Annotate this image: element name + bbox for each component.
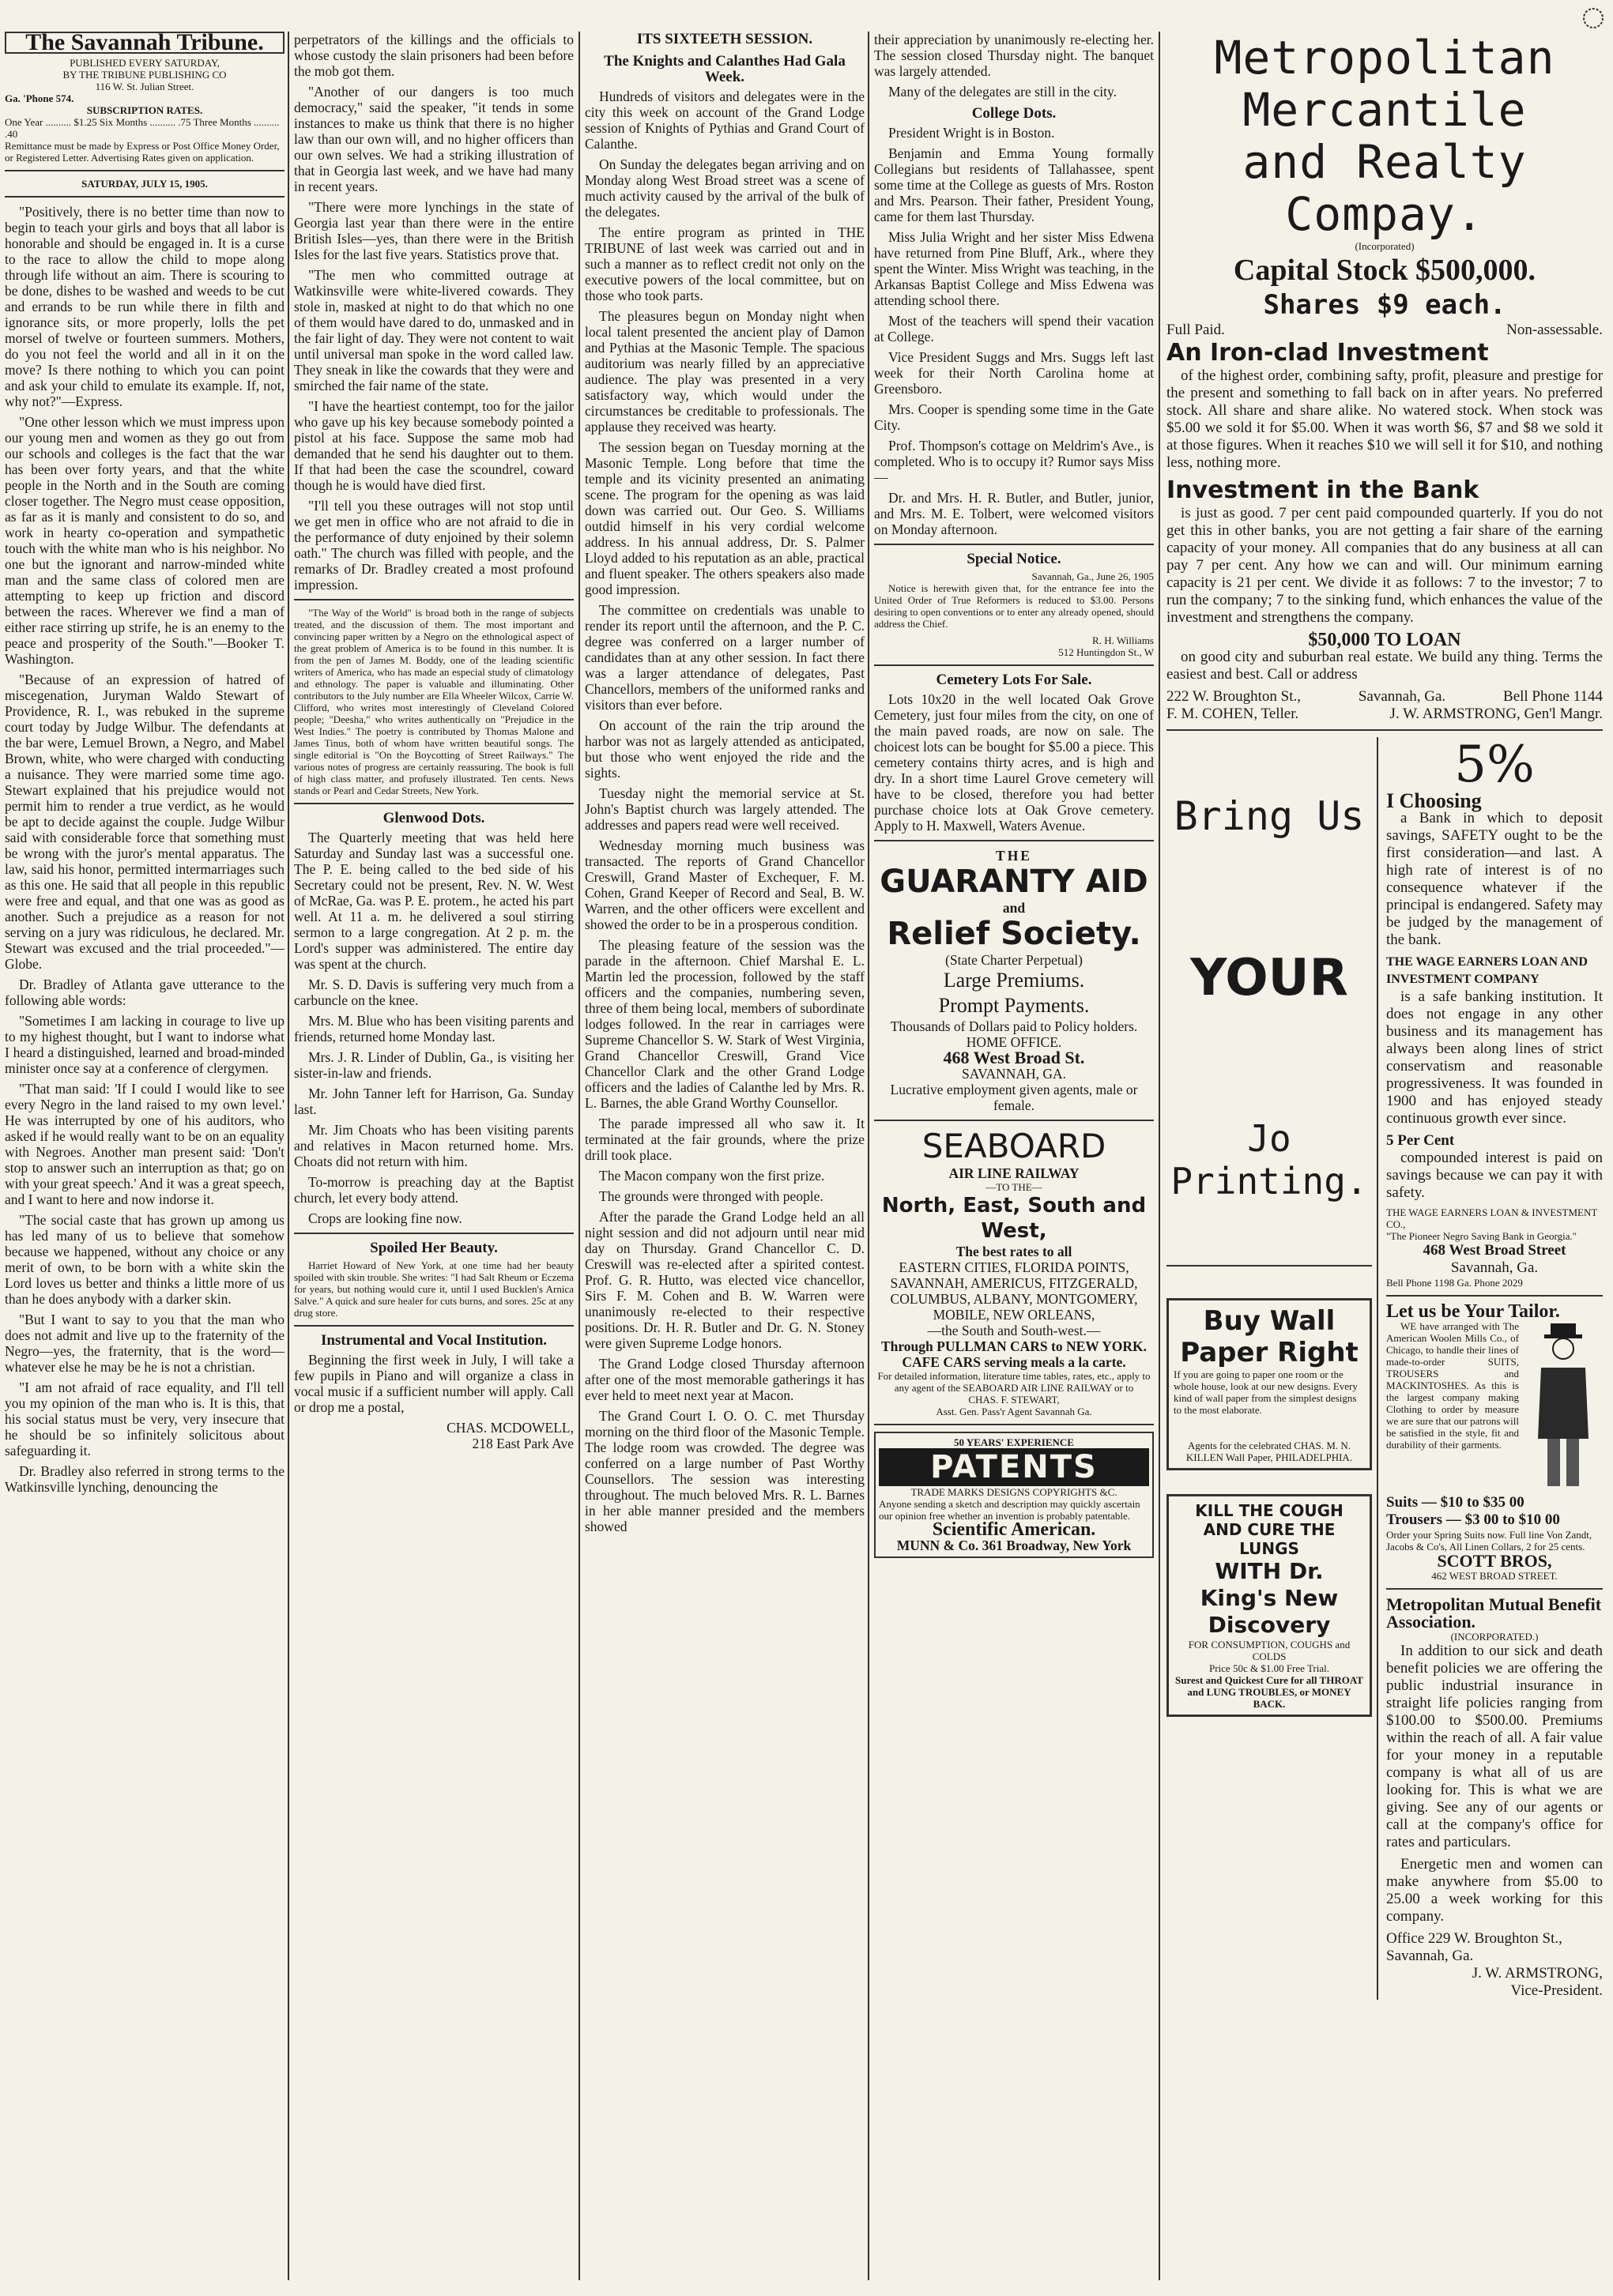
metropolitan-loan-heading: $50,000 TO LOAN — [1308, 630, 1461, 650]
wallpaper-body: If you are going to paper one room or the whole house, look at our new designs. Every kind of wall paper from the simplest designs to the most elaborate. — [1174, 1368, 1358, 1416]
mutual-body-2: Energetic men and women can make anywhere from $5.00 to 25.00 a week working for this company. — [1386, 1856, 1603, 1925]
article-paragraph: After the parade the Grand Lodge held an all night session and did not adjourn until near mid day on Thursday. Grand Chancellor C. D. Creswill was re-elected after a spirited contest. Prof. G. R. Hutto, was elected vice chancellor, Sirs F. M. Cohen and B. W. Warren were unanimously re-elected to their respective positions. Dr. H. R. Butler and Dr. G. N. Stoney were given Supreme Lodge honors. — [585, 1209, 865, 1351]
patents-company: MUNN & Co. 361 Broadway, New York — [896, 1538, 1132, 1553]
column-2 — [294, 32, 574, 2280]
metropolitan-address-row — [1166, 688, 1603, 706]
patents-publication: Scientific American. — [932, 1519, 1096, 1540]
metropolitan-capital: Capital Stock $500,000. — [1233, 254, 1536, 287]
guaranty-name: GUARANTY AID — [880, 864, 1148, 900]
article-paragraph: The parade impressed all who saw it. It terminated at the fair grounds, where the prize drill took place. — [585, 1116, 865, 1163]
article-paragraph: On Sunday the delegates began arriving and on Monday along West Broad street was a scene of much activity caused by the arrival of the bulk of the delegates. — [585, 156, 865, 220]
article-paragraph: Benjamin and Emma Young formally Collegians but residents of Tallahassee, spent some time at the College as guests of Mrs. Roston and Mrs. Pearson. Their father, President Young, came for them last Thursday. — [874, 145, 1154, 224]
seaboard-agent-title: Asst. Gen. Pass'r Agent Savannah Ga. — [936, 1406, 1092, 1417]
remittance-note: Remittance must be made by Express or Post Office Money Order, or Registered Letter. Advertising Rates given on application. — [5, 140, 280, 164]
wallpaper-heading: Buy Wall — [1203, 1305, 1336, 1337]
seaboard-through: Through PULLMAN CARS to NEW YORK. CAFE CARS serving meals a la carte. — [880, 1338, 1148, 1370]
gentleman-figure-icon — [1524, 1320, 1603, 1494]
dr-king-headline: KILL THE COUGH AND CURE THE LUNGS — [1195, 1501, 1344, 1558]
metropolitan-nonassessable: Non-assessable. — [1506, 322, 1603, 338]
printing-ad — [1166, 737, 1372, 1259]
article-paragraph: "I'll tell you these outrages will not stop until we get men in office who are not afraid to die in the performance of duty enjoined by their solemn oath." The church was filled with people, and the remarks of Dr. Bradley created a most profound impression. — [294, 498, 574, 593]
mutual-heading: Metropolitan Mutual Benefit Association. — [1386, 1594, 1602, 1632]
metropolitan-officers-row — [1166, 706, 1603, 723]
scott-bros: SCOTT BROS, — [1437, 1551, 1552, 1571]
wage-earners-heading: THE WAGE EARNERS LOAN AND INVESTMENT COMPANY — [1386, 955, 1588, 986]
article-paragraph: Mr. S. D. Davis is suffering very much from a carbuncle on the knee. — [294, 977, 574, 1008]
mutual-body: In addition to our sick and death benefit policies we are offering the public industrial insurance in straight life policies ranging from $100.00 to $500.00. Premiums within the reach of all. A fair value for your money in a reputable company is what all of us are looking for. This is what we are giving. See any of our agents or call at the company's office for rates and particulars. — [1386, 1643, 1603, 1850]
metropolitan-title: Metropolitan Mercantile — [1214, 32, 1555, 137]
article-paragraph: Crops are looking fine now. — [308, 1210, 462, 1226]
divider — [294, 803, 574, 804]
patents-name: PATENTS — [879, 1448, 1149, 1486]
article-paragraph: The Grand Court I. O. O. C. met Thursday morning on the third floor of the Masonic Temple. The lodge room was crowded. The degree was conferred on a large number of Past Worthy Counsellors. The session was interesting throughout. The much beloved Mrs. R. L. Barnes in her able manner presided and the members showed — [585, 1408, 865, 1534]
article-paragraph: Many of the delegates are still in the city. — [888, 84, 1117, 100]
article-paragraph: Mr. Jim Choats who has been visiting parents and relatives in Macon returned home. Mrs. Choats did not return with him. — [294, 1122, 574, 1169]
college-heading: College Dots. — [971, 105, 1057, 122]
article-paragraph: The entire program as printed in THE TRIBUNE of last week was carried out and in such a manner as to reflect credit not only on the executive powers of the local committee, but on those who took parts. — [585, 224, 865, 303]
article-paragraph: their appreciation by unanimously re-electing her. The session closed Thursday night. The banquet was largely attended. — [874, 32, 1154, 79]
divider — [874, 664, 1154, 666]
divider — [294, 599, 574, 600]
wage-earners-body: is a safe banking institution. It does not engage in any other business and its management has always been along lines of strict conservatism and reasonable progressiveness. It was founded in 1900 and has enjoyed steady continuous growth ever since. — [1386, 988, 1603, 1127]
patents-years: 50 YEARS' EXPERIENCE — [954, 1436, 1074, 1448]
tailor-trousers: Trousers — $3 00 to $10 00 — [1386, 1511, 1560, 1528]
guaranty-and: and — [1002, 900, 1026, 916]
seaboard-name: SEABOARD — [921, 1127, 1106, 1165]
article-paragraph: Dr. and Mrs. H. R. Butler, and Butler, junior, and Mrs. M. E. Tolbert, were welcomed visitors on Monday afternoon. — [874, 490, 1154, 537]
guaranty-line-2: Prompt Payments. — [938, 994, 1090, 1017]
divider — [5, 196, 285, 198]
seaboard-ad — [874, 1127, 1154, 1417]
article-paragraph: The grounds were thronged with people. — [599, 1188, 823, 1204]
article-paragraph: "The men who committed outrage at Watkinsville were white-livered cowards. They stole in, masked at night to do that which no one of them would have dared to do, unmasked and in the fair light of day. They were not content to wait until universal man spoke in the word called law. They sneak in like the cowards that they were and smirched the fair name of the state. — [294, 267, 574, 393]
article-paragraph: The Quarterly meeting that was held here Saturday and Sunday last was a successful one. The P. E. being called to the bed side of his Secretary could not be present, Rev. N. W. West of McRae, Ga. was P. E. protem., he acted his part well. At 11 a. m. he delivered a soul stirring sermon to a large congregation. At 2 p. m. the Lord's supper was administered. The entire day was spent at the church. — [294, 830, 574, 972]
article-paragraph: On account of the rain the trip around the harbor was not as largely attended as anticipated, but those who went enjoyed the ride and the sights. — [585, 717, 865, 781]
guaranty-ad — [874, 848, 1154, 1113]
music-heading: Instrumental and Vocal Institution. — [320, 1332, 548, 1349]
special-notice-date: Savannah, Ga., June 26, 1905 — [1031, 570, 1154, 582]
article-paragraph: "Sometimes I am lacking in courage to live up to my highest thought, but I want to indorse what I heard a distinguished, learned and broad-minded minister once say at a conference of clergymen. — [5, 1013, 285, 1076]
wage-earners-address: 468 West Broad Street — [1423, 1242, 1566, 1259]
five-per-cent-heading: 5 Per Cent — [1386, 1132, 1455, 1149]
guaranty-address: 468 West Broad St. — [943, 1048, 1085, 1067]
column-5 — [1166, 32, 1603, 2280]
article-paragraph: "Because of an expression of hatred of miscegenation, Juryman Waldo Stewart of Providence, R. I., was rebuked in the supreme court today by Judge Wilbur. The defendants at the bar were, Lemuel Brown, a Negro, and Mabel Brown, white, who were charged with conducting a nuisance. They were married some time ago. Stewart explained that his prejudice would not permit him to render a true verdict, as he would be apt to decide against the couple. Judge Wilbur said with considerable force that something must be wrong with the juror's mental apparatus. The law, said his honor, permitted intermarriages such as this one. He said that all people in this republic were free and equal, and that one was as good as another. Such a prejudice as a reason for not serving on a jury was ridiculous, he declared. Mr. Stewart was excused and the trial proceeded."—Globe. — [5, 672, 285, 972]
dr-king-product: WITH Dr. King's New Discovery — [1200, 1558, 1339, 1638]
metropolitan-bank-body: is just as good. 7 per cent paid compounded quarterly. If you do not get this in other banks, you are not getting a fair share of the earning capacity of your money. All companies that do any business at all can pay 7 per cent. Any how we can and will. Our minimum earning capacity is 21 per cent. We divide it as follows: 7 to the investor; 7 to run the company; 7 to the sinking fund, which enhances the value of the investment and strengthens the company. — [1166, 505, 1603, 626]
mutual-signer: J. W. ARMSTRONG, — [1472, 1965, 1603, 1982]
column-rule — [288, 32, 289, 2280]
guaranty-charter: (State Charter Perpetual) — [945, 952, 1083, 968]
divider — [5, 170, 285, 171]
divider — [1166, 729, 1603, 731]
seaboard-rates: The best rates to all — [955, 1244, 1072, 1259]
patents-sub: TRADE MARKS DESIGNS COPYRIGHTS &C. — [910, 1486, 1117, 1498]
metropolitan-phone: Bell Phone 1144 — [1503, 688, 1603, 705]
article-paragraph: The pleasures begun on Monday night when local talent presented the ancient play of Damon and Pythias at the Masonic Temple. The spacious auditorium was nearly filled by an appreciative audience. The play was presented in a very satisfactory way, which would under the circumstances be creditable to professionals. The applause they received was hearty. — [585, 308, 865, 435]
metropolitan-shares: Shares $9 each. — [1263, 289, 1506, 321]
seaboard-agent: CHAS. F. STEWART, — [968, 1394, 1060, 1406]
subscription-heading: SUBSCRIPTION RATES. — [86, 104, 203, 116]
special-notice-heading: Special Notice. — [967, 551, 1061, 567]
cemetery-heading: Cemetery Lots For Sale. — [936, 672, 1092, 688]
dr-king-ad — [1166, 1494, 1372, 1717]
tailor-heading: Let us be Your Tailor. — [1386, 1301, 1560, 1322]
seaboard-southwest: —the South and South-west.— — [927, 1323, 1101, 1338]
article-paragraph: Mrs. J. R. Linder of Dublin, Ga., is visiting her sister-in-law and friends. — [294, 1049, 574, 1081]
divider — [1386, 1588, 1603, 1590]
article-paragraph: Prof. Thompson's cottage on Meldrim's Ave., is completed. Who is to occupy it? Rumor says Miss— — [874, 438, 1154, 485]
special-notice-address: 512 Huntingdon St., W — [1058, 646, 1154, 658]
beauty-heading: Spoiled Her Beauty. — [370, 1240, 498, 1256]
metropolitan-bank-heading: Investment in the Bank — [1166, 476, 1479, 504]
column-4 — [874, 32, 1154, 2280]
divider — [294, 1325, 574, 1327]
guaranty-city: SAVANNAH, GA. — [961, 1066, 1067, 1082]
article-paragraph: "There were more lynchings in the state of Georgia last year than there were in the entire British Isles—yes, than there were in the British Isles for the last five years. Statistics prove that. — [294, 199, 574, 262]
article-paragraph: Miss Julia Wright and her sister Miss Edwena have returned from Pine Bluff, Ark., where they spent the Winter. Miss Wright was teaching, in the Arkansas Baptist College and Miss Edwena was attending school there. — [874, 229, 1154, 308]
masthead: The Savannah Tribune. — [5, 32, 285, 54]
scott-bros-address: 462 WEST BROAD STREET. — [1431, 1570, 1558, 1582]
article-paragraph: The Grand Lodge closed Thursday afternoon after one of the most memorable gatherings it has ever held to meet next year at Macon. — [585, 1356, 865, 1403]
metropolitan-incorporated: (Incorporated) — [1355, 240, 1415, 252]
article-paragraph: Wednesday morning much business was transacted. The reports of Grand Chancellor Creswill, Grand Master of Exchequer, F. M. Cohen, Grand Keeper of Record and Seal, B. W. Warren, and the other officers were excellent and showed the order to be in a prosperous condition. — [585, 837, 865, 932]
seaboard-fine-print: For detailed information, literature time tables, rates, etc., apply to any agent of the SEABOARD AIR LINE RAILWAY or to — [877, 1370, 1151, 1394]
tailor-body: WE have arranged with The American Woolen Mills Co., of Chicago, to handle their lines of made-to-order SUITS, TROUSERS and MACKINTOSHES. As this is the largest company making Clothing to order by measure we are sure that our patrons will be satisfied in the style, fit and durability of their garments. — [1386, 1320, 1519, 1451]
seaboard-to: —TO THE— — [986, 1181, 1042, 1193]
article-paragraph: "I am not afraid of race equality, and I'll tell you my opinion of the man who is. It is this, that his social status must be very, very insecure that he should be so infinitely solicitous about safeguarding it. — [5, 1379, 285, 1459]
article-paragraph: Tuesday night the memorial service at St. John's Baptist church was largely attended. The addresses and papers read were well received. — [585, 785, 865, 833]
divider — [874, 840, 1154, 841]
printing-job: Jo Printing. — [1170, 1117, 1368, 1203]
publisher-phone: Ga. 'Phone 574. — [5, 92, 74, 104]
article-paragraph: "Positively, there is no better time than now to begin to teach your girls and boys that all labor is honorable and should be engaged in. It is a curse to the race to allow the child to mope along through life without an aim. There is scouring to be done, dishes to be washed and weeds to be cut and errands to be run while there in filth and ignorance sits, or more properly, lolls the pet morsel of twelve or fourteen summers. Mothers, do you not feel the world and all in it on the move? Is there nothing to which you can point and ask your child to emulate its example. If, not, why not?"—Express. — [5, 204, 285, 409]
publisher-name: BY THE TRIBUNE PUBLISHING CO — [62, 69, 227, 81]
divider — [294, 1233, 574, 1234]
guaranty-line-3: Thousands of Dollars paid to Policy holders. — [890, 1018, 1138, 1034]
wallpaper-agent: Agents for the celebrated CHAS. M. N. KILLEN Wall Paper, PHILADELPHIA. — [1185, 1440, 1353, 1463]
choosing-body: a Bank in which to deposit savings, SAFETY ought to be the first consideration—and last. A high rate of interest is of no consequence whatever if the principal is endangered. Safety may be judged by the management of the bank. — [1386, 810, 1603, 948]
printing-your: YOUR — [1190, 948, 1348, 1007]
article-paragraph: Mrs. M. Blue who has been visiting parents and friends, returned home Monday last. — [294, 1013, 574, 1044]
beauty-paragraph: Harriet Howard of New York, at one time had her beauty spoiled with skin trouble. She writes: "I had Salt Rheum or Eczema for years, but nothing would cure it, until I used Bucklen's Arnica Salve." A quick and sure healer for cuts burns, and sores. 25c at any drug store. — [294, 1259, 574, 1319]
article-paragraph: Dr. Bradley also referred in strong terms to the Watkinsville lynching, denouncing the — [5, 1463, 285, 1495]
metropolitan-address: 222 W. Broughton St., — [1166, 688, 1301, 705]
music-signer-address: 218 East Park Ave — [472, 1436, 574, 1451]
metropolitan-iron-heading: An Iron-clad Investment — [1166, 339, 1489, 367]
session-subheading: The Knights and Calanthes Had Gala Week. — [604, 53, 846, 85]
guaranty-the: THE — [996, 848, 1032, 864]
dr-king-uses: FOR CONSUMPTION, COUGHS and COLDS — [1188, 1639, 1351, 1662]
left-ad-stack — [1166, 737, 1378, 2000]
printing-bring: Bring Us — [1174, 792, 1365, 839]
dr-king-body: Surest and Quickest Cure for all THROAT and LUNG TROUBLES, or MONEY BACK. — [1175, 1674, 1363, 1710]
subscription-rates: One Year .......... $1.25 Six Months .......... .75 Three Months .......... .40 — [5, 116, 280, 140]
wallpaper-ad — [1166, 1298, 1372, 1470]
right-ad-stack — [1386, 737, 1603, 2000]
divider — [1386, 1295, 1603, 1297]
article-paragraph: The Macon company won the first prize. — [599, 1168, 825, 1184]
seaboard-cities: EASTERN CITIES, FLORIDA POINTS, SAVANNAH, AMERICUS, FITZGERALD, COLUMBUS, ALBANY, MONTGOMERY, MOBILE, NEW ORLEANS, — [890, 1259, 1138, 1323]
article-paragraph: Hundreds of visitors and delegates were in the city this week on account of the Grand Lodge session of Knights of Pythias and Grand Court of Calanthe. — [585, 88, 865, 152]
seaboard-directions: North, East, South and West, — [881, 1194, 1147, 1243]
dateline: SATURDAY, JULY 15, 1905. — [81, 178, 208, 190]
article-paragraph: Mr. John Tanner left for Harrison, Ga. Sunday last. — [294, 1086, 574, 1117]
dr-king-price: Price 50c & $1.00 Free Trial. — [1208, 1662, 1329, 1674]
column-rule — [578, 32, 580, 2280]
metropolitan-loan-body: on good city and suburban real estate. We build any thing. Terms the easiest and best. Call or address — [1166, 649, 1603, 683]
mutual-signer-title: Vice-President. — [1510, 1982, 1603, 1999]
divider — [874, 544, 1154, 545]
session-heading: ITS SIXTEETH SESSION. — [636, 32, 813, 47]
article-paragraph: The pleasing feature of the session was the parade in the afternoon. Chief Marshal E. L. Martin led the procession, followed by the staff officers and the companies, numbering seven, three of them being local, members of subordinate lodges followed. In the rear in carriages were Supreme Chancellor S. W. Stark of West Virginia, Grand Chancellor Creswill, Grand Vice Chancellor Clark and the other Grand Lodge officers and the ladies of Calanthe led by Mrs. R. L. Barnes, the able Grand Worthy Counsellor. — [585, 937, 865, 1111]
divider — [1166, 1265, 1372, 1267]
publisher-address: 116 W. St. Julian Street. — [95, 81, 194, 92]
tailor-more: Order your Spring Suits now. Full line Von Zandt, Jacobs & Co's, All Linen Collars, 2 for 25 cents. — [1386, 1529, 1592, 1553]
tailor-suits: Suits — $10 to $35 00 — [1386, 1494, 1524, 1511]
wage-earners-phones: Bell Phone 1198 Ga. Phone 2029 — [1386, 1277, 1523, 1289]
article-paragraph: "But I want to say to you that the man who does not admit and live up to the fraternity of the Negro—yes, the fraternity, that is the word—whatever else he may be he is not a christian. — [5, 1312, 285, 1375]
wallpaper-heading-2: Paper Right — [1180, 1337, 1359, 1368]
special-notice-body: Notice is herewith given that, for the entrance fee into the United Order of True Reformers is reduced to $3.00. Persons desiring to open conventions or to enter any already opened, should address the Chief. — [874, 582, 1154, 630]
article-paragraph: Vice President Suggs and Mrs. Suggs left last week for their North Carolina home at Greensboro. — [874, 349, 1154, 397]
article-paragraph: Mrs. Cooper is spending some time in the Gate City. — [874, 401, 1154, 433]
guaranty-office: HOME OFFICE. — [966, 1034, 1062, 1050]
metropolitan-title-2: and Realty Compay. — [1242, 135, 1527, 241]
article-paragraph: Dr. Bradley of Atlanta gave utterance to the following able words: — [5, 977, 285, 1008]
metropolitan-city: Savannah, Ga. — [1358, 688, 1446, 705]
article-paragraph: perpetrators of the killings and the officials to whose custody the slain prisoners had been before the mob got them. — [294, 32, 574, 79]
guaranty-line-1: Large Premiums. — [943, 969, 1085, 992]
wage-earners-slogan: "The Pioneer Negro Saving Bank in Georgia." — [1386, 1230, 1577, 1242]
article-paragraph: Beginning the first week in July, I will take a few pupils in Piano and will organize a class in vocal music if a sufficient number will apply. Call or drop me a postal, — [294, 1352, 574, 1415]
music-signer: CHAS. MCDOWELL, — [447, 1420, 574, 1436]
library-stamp-icon — [1581, 6, 1605, 30]
patents-ad — [874, 1432, 1154, 1558]
divider — [874, 1120, 1154, 1121]
publisher-line: PUBLISHED EVERY SATURDAY, — [70, 57, 220, 69]
article-paragraph: "The social caste that has grown up among us has led many of us to believe that somehow because we happened, without any choice or any merit of own, to be born with a white skin the Lord loves us better and thinks a little more of us than he does anybody with a darker skin. — [5, 1212, 285, 1307]
choosing-heading: I Choosing — [1386, 789, 1482, 812]
column-1 — [5, 32, 285, 2280]
metropolitan-manager: J. W. ARMSTRONG, Gen'l Mangr. — [1389, 706, 1603, 722]
article-paragraph: President Wright is in Boston. — [888, 125, 1055, 141]
article-paragraph: The session began on Tuesday morning at the Masonic Temple. Long before that time the temple and its vicinity presented an animating scene. The program for the opening as was laid down was carried out. Our Geo. S. Williams outdid himself in his very cordial welcome address. In his annual address, Dr. S. Palmer Lloyd added to his reputation as an able, practical and fluent speaker. The others speakers also made good impression. — [585, 439, 865, 597]
review-paragraph: "The Way of the World" is broad both in the range of subjects treated, and the discussion of them. The most important and convincing paper written by a Negro on the ethnological aspect of the great problem of America is to be found in this number. It is from the pen of James M. Boddy, one of the leading scientific writers of America, who has made an especial study of climatology and ethnology. The paper is valuable and illuminating. Other contributors to the July number are Ella Wheeler Wilcox, Carrie W. Clifford, who writes most interestingly of Cleveland Colored people; "Deesha," who writes authentically on "Prejudice in the West Indies." The poetry is contributed by Thomas Malone and James Tinus, both of whom have written beautiful songs. The single editorial is "On the Boycotting of Street Railways." The various notes of progress are certainly reassuring. The book is full of high class matter, and profusely illustrated. Ten cents. News stands or Pearl and Cedar Streets, New York. — [294, 607, 574, 796]
column-rule — [1159, 32, 1160, 2280]
metropolitan-stock-terms — [1166, 322, 1603, 339]
metropolitan-iron-body: of the highest order, combining safty, profit, pleasure and prestige for the present and something to fall back on in after years. No preferred stock. All share and share alike. No watered stock. When stock was $5.00 we sold it for $5.00. When it was worth $6, $7 and $8 we sold it at those figures. When it reaches $10 we will sell it for $10, and nothing less, nothing more. — [1166, 367, 1603, 471]
wage-earners-city: Savannah, Ga. — [1450, 1259, 1539, 1276]
column-3 — [585, 32, 865, 2280]
divider — [874, 1424, 1154, 1425]
special-notice-signer: R. H. Williams — [1092, 634, 1154, 646]
article-paragraph: "Another of our dangers is too much democracy," said the speaker, "it tends in some instances to make us think that there is no higher law than our own will, and no higher officers than our own selves. We had a striking illustration of that in Georgia last week, and we have had many in recent years. — [294, 84, 574, 194]
seaboard-sub: AIR LINE RAILWAY — [948, 1165, 1080, 1181]
article-paragraph: "That man said: 'If I could I would like to see every Negro in the land raised to my own level.' He was interrupted by one of his auditors, who asked if he would really want to be on an equality with Negroes. Another man present said: 'Don't stop to answer such an interruption as that; go on with your great speech.' And it was a great speech, and I want to here and now indorse it. — [5, 1081, 285, 1207]
mutual-office: Office 229 W. Broughton St., Savannah, Ga. — [1386, 1930, 1562, 1964]
five-per-cent-body: compounded interest is paid on savings because we can pay it with safety. — [1386, 1150, 1603, 1201]
article-paragraph: To-morrow is preaching day at the Baptist church, let every body attend. — [294, 1174, 574, 1206]
guaranty-employment: Lucrative employment given agents, male or female. — [890, 1082, 1138, 1113]
lower-ad-split — [1166, 737, 1603, 2000]
mutual-incorporated: (INCORPORATED.) — [1450, 1631, 1539, 1643]
article-paragraph: "I have the heartiest contempt, too for the jailor who gave up his key because somebody pointed a pistol at his face. Suppose the same mob had demanded that he send his daughter out to them. If that had been the case the scoundrel, coward though he is would have died first. — [294, 398, 574, 493]
glenwood-heading: Glenwood Dots. — [383, 810, 485, 826]
guaranty-name-2: Relief Society. — [887, 916, 1141, 952]
article-paragraph: The committee on credentials was unable to render its report until the afternoon, and the P. C. degree was conferred on a larger number of candidates than at any other session. In fact there was a larger attendance of delegates, Past Chancellors, members of the uniformed ranks and visitors than ever before. — [585, 602, 865, 713]
article-paragraph: Lots 10x20 in the well located Oak Grove Cemetery, just four miles from the city, on one of the main paved roads, are now on sale. The choicest lots can be bought for $5.00 a piece. This cemetery contains thirty acres, and is high and dry. In a short time Laurel Grove cemetery will have to be closed, therefore you had better purchase choice lots at Oak Grove cemetery. Apply to H. Maxwell, Waters Avenue. — [874, 691, 1154, 834]
metropolitan-teller: F. M. COHEN, Teller. — [1166, 706, 1299, 722]
wage-earners-signature: THE WAGE EARNERS LOAN & INVESTMENT CO., — [1386, 1206, 1598, 1230]
tailor-block — [1386, 1320, 1603, 1494]
patents-body: Anyone sending a sketch and description may quickly ascertain our opinion free whether an invention is probably patentable. — [879, 1498, 1140, 1522]
article-paragraph: Most of the teachers will spend their vacation at College. — [874, 313, 1154, 344]
column-rule — [868, 32, 869, 2280]
five-percent: 5% — [1454, 736, 1535, 794]
article-paragraph: "One other lesson which we must impress upon our young men and women as they go out from our schools and colleges is the fact that the war has been over forty years, and that the white people in the North and in the South are coming closer together. The Negro must cease opposition, as far as it is manly and consistent to do so, and work in hearty co-operation and sympathetic touch with the white man who is his neighbor. No one but the ignorant and narrow-minded white man and the same class of colored men are attempting to keep up friction and discord between the races. Wherever we find a man of either race stirring up strife, he is an enemy to the peace and prosperity of the South."—Booker T. Washington. — [5, 414, 285, 667]
metropolitan-full-paid: Full Paid. — [1166, 322, 1225, 338]
